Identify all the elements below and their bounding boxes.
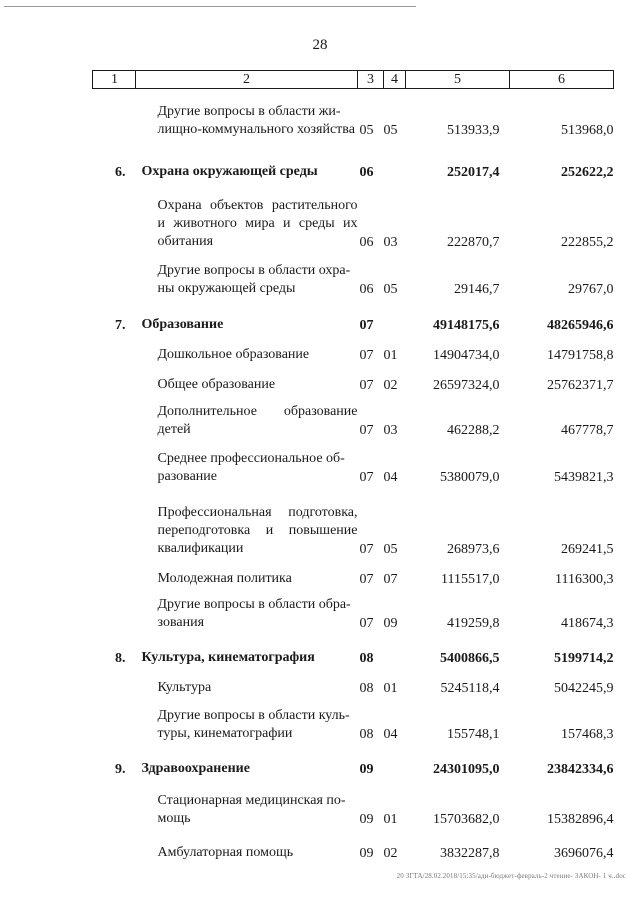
row-number [93, 439, 136, 486]
table-row [93, 486, 614, 558]
row-subsection-code: 01 [383, 680, 398, 696]
row-subsection-code: 07 [383, 571, 398, 587]
row-subsection-code [384, 743, 406, 778]
table-row [93, 697, 614, 743]
table-row [93, 828, 614, 862]
table-row [93, 364, 614, 394]
row-section-code: 09 [359, 811, 374, 827]
row-number [93, 558, 136, 588]
row-subsection-code: 05 [383, 541, 398, 557]
row-number: 9. [115, 761, 126, 777]
row-value-col6: 14791758,8 [547, 347, 614, 363]
row-value-col5: 222870,7 [447, 234, 500, 250]
row-section-code: 07 [359, 317, 374, 333]
row-name: Другие вопросы в области обра-зования [157, 596, 351, 630]
row-number: 7. [115, 317, 126, 333]
row-value-col5: 462288,2 [447, 422, 500, 438]
row-value-col6: 157468,3 [561, 726, 614, 742]
row-value-col6: 48265946,6 [547, 317, 614, 333]
row-value-col6: 1116300,3 [555, 571, 614, 587]
row-number [93, 334, 136, 364]
row-name: Стационарная медицинская по-мощь [157, 792, 346, 826]
row-section-code: 06 [359, 164, 374, 180]
row-name: Здравоохранение [141, 760, 250, 776]
row-section-code: 08 [359, 726, 374, 742]
row-number [93, 828, 136, 862]
row-name: Другие вопросы в области жи-лищно-коммунального хозяйства [157, 103, 355, 137]
section-row [93, 632, 614, 667]
row-subsection-code: 04 [383, 726, 398, 742]
row-section-code: 06 [359, 281, 374, 297]
row-number [93, 251, 136, 298]
row-section-code: 05 [359, 122, 374, 138]
row-subsection-code [384, 139, 406, 181]
row-subsection-code: 01 [383, 811, 398, 827]
row-value-col5: 1115517,0 [441, 571, 500, 587]
page-number: 28 [312, 37, 328, 53]
row-value-col6: 3696076,4 [554, 845, 614, 861]
row-section-code: 08 [359, 650, 374, 666]
section-row [93, 743, 614, 778]
table-row [93, 439, 614, 486]
row-value-col5: 5380079,0 [440, 469, 500, 485]
row-name: Общее образование [157, 376, 276, 392]
row-name: Другие вопросы в области куль-туры, кинематографии [157, 707, 350, 741]
row-section-code: 06 [359, 234, 374, 250]
row-section-code: 07 [359, 571, 374, 587]
table-row [93, 181, 614, 251]
row-subsection-code [384, 298, 406, 334]
row-section-code: 08 [359, 680, 374, 696]
row-value-col6: 25762371,7 [547, 377, 614, 393]
row-value-col5: 24301095,0 [433, 761, 500, 777]
row-number [93, 667, 136, 697]
row-number [93, 364, 136, 394]
section-row [93, 139, 614, 181]
row-value-col5: 268973,6 [447, 541, 500, 557]
row-value-col5: 29146,7 [454, 281, 500, 297]
row-value-col6: 252622,2 [561, 164, 614, 180]
row-name: Молодежная политика [157, 570, 292, 586]
table-row [93, 667, 614, 697]
table-row [93, 588, 614, 632]
row-name: Среднее профессиональное об-разование [157, 450, 345, 484]
header-cell-6: 6 [510, 71, 614, 89]
row-number [93, 697, 136, 743]
row-name: Профессиональная подготовка, переподготовка и повышение квалификации [157, 504, 358, 556]
budget-table-body [93, 71, 614, 862]
row-number: 8. [115, 650, 126, 666]
table-row [93, 89, 614, 139]
row-number: 6. [115, 164, 126, 180]
row-subsection-code: 02 [383, 845, 398, 861]
row-number [93, 486, 136, 558]
row-section-code: 07 [359, 422, 374, 438]
row-name: Культура, кинематография [141, 649, 315, 665]
row-section-code: 09 [359, 761, 374, 777]
row-number [93, 89, 136, 139]
row-value-col5: 155748,1 [447, 726, 500, 742]
row-subsection-code: 03 [383, 234, 398, 250]
footer-file-stamp: 20 ЗГТА/28.02.2018/15:35/ади-бюджет-февраль-2 чтение- ЗАКОН- 1 ч..doc [396, 872, 626, 880]
row-value-col6: 467778,7 [561, 422, 614, 438]
row-value-col6: 513968,0 [561, 122, 614, 138]
row-section-code: 07 [359, 469, 374, 485]
row-value-col5: 14904734,0 [433, 347, 500, 363]
row-number [93, 394, 136, 439]
row-name: Дополнительное образование детей [157, 403, 358, 437]
row-value-col5: 5245118,4 [440, 680, 500, 696]
row-name: Другие вопросы в области охра-ны окружающей среды [157, 262, 351, 296]
header-row [93, 71, 614, 89]
row-subsection-code: 02 [383, 377, 398, 393]
row-value-col5: 513933,9 [447, 122, 500, 138]
row-number [93, 588, 136, 632]
header-cell-2: 2 [136, 71, 358, 89]
row-value-col6: 5439821,3 [554, 469, 614, 485]
header-cell-5: 5 [406, 71, 510, 89]
section-row [93, 298, 614, 334]
table-row [93, 778, 614, 828]
row-name: Амбулаторная помощь [157, 844, 294, 860]
row-value-col5: 419259,8 [447, 615, 500, 631]
header-cell-3: 3 [358, 71, 384, 89]
table-row [93, 394, 614, 439]
row-value-col5: 252017,4 [447, 164, 500, 180]
row-value-col5: 3832287,8 [440, 845, 500, 861]
row-value-col5: 49148175,6 [433, 317, 500, 333]
row-number [93, 181, 136, 251]
row-value-col6: 15382896,4 [547, 811, 614, 827]
row-value-col5: 15703682,0 [433, 811, 500, 827]
row-value-col6: 222855,2 [561, 234, 614, 250]
table-row [93, 251, 614, 298]
row-section-code: 07 [359, 541, 374, 557]
table-row [93, 334, 614, 364]
budget-table [92, 70, 614, 862]
row-name: Охрана объектов растительного и животного мира и среды их обитания [157, 197, 358, 249]
row-value-col6: 5042245,9 [554, 680, 614, 696]
row-value-col6: 5199714,2 [554, 650, 614, 666]
row-subsection-code: 09 [383, 615, 398, 631]
row-subsection-code: 04 [383, 469, 398, 485]
row-value-col5: 5400866,5 [440, 650, 500, 666]
row-subsection-code: 01 [383, 347, 398, 363]
row-subsection-code: 03 [383, 422, 398, 438]
row-name: Культура [157, 679, 212, 695]
row-section-code: 09 [359, 845, 374, 861]
row-value-col5: 26597324,0 [433, 377, 500, 393]
row-value-col6: 418674,3 [561, 615, 614, 631]
row-section-code: 07 [359, 347, 374, 363]
header-cell-1: 1 [93, 71, 136, 89]
row-subsection-code: 05 [383, 122, 398, 138]
row-number [93, 778, 136, 828]
row-subsection-code [384, 632, 406, 667]
row-name: Образование [141, 316, 224, 332]
row-value-col6: 269241,5 [561, 541, 614, 557]
table-row [93, 558, 614, 588]
row-value-col6: 29767,0 [568, 281, 614, 297]
row-subsection-code: 05 [383, 281, 398, 297]
row-section-code: 07 [359, 615, 374, 631]
row-value-col6: 23842334,6 [547, 761, 614, 777]
row-section-code: 07 [359, 377, 374, 393]
top-rule [4, 6, 416, 7]
header-cell-4: 4 [384, 71, 406, 89]
row-name: Дошкольное образование [157, 346, 310, 362]
row-name: Охрана окружающей среды [141, 163, 318, 179]
